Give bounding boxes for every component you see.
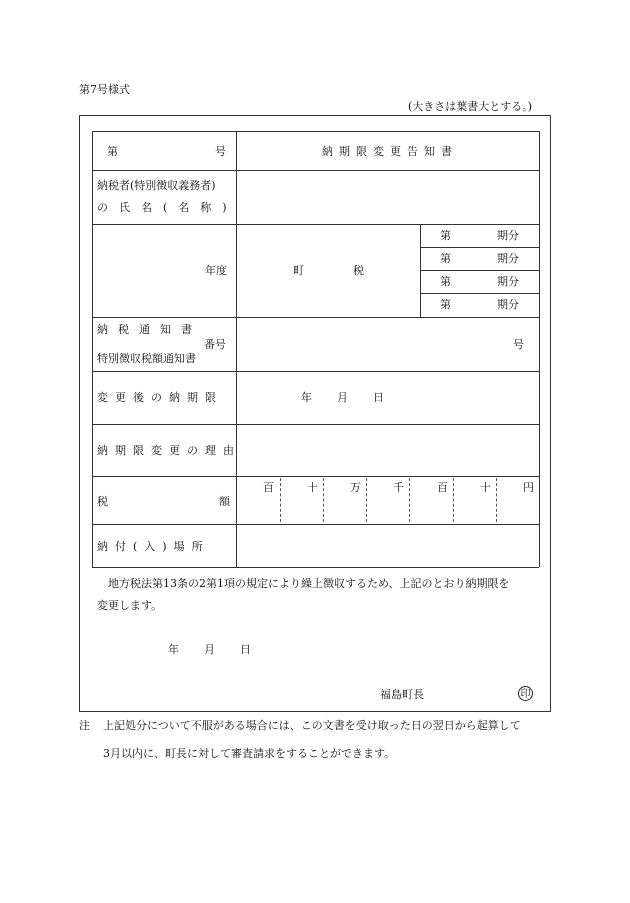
town-tax-right: 税: [353, 264, 364, 277]
seal-stamp: 印: [518, 686, 533, 701]
period-2-prefix: 第: [440, 252, 451, 265]
unit-yen: 円: [523, 481, 534, 494]
taxpayer-label-line1: 納税者(特別徴収義務者): [97, 179, 216, 192]
taxpayer-label-line2: の氏名(名称): [97, 201, 238, 214]
tax-year-label: 年度: [205, 264, 227, 277]
note-line1: 上記処分について不服がある場合には、この文書を受け取った日の翌日から起算して: [103, 719, 521, 732]
notice-number-suffix: 号: [513, 338, 524, 351]
note-line2: 3月以内に、町長に対して審査請求をすることができます。: [103, 747, 396, 760]
period-4-prefix: 第: [440, 298, 451, 311]
unit-hyaku-man: 百: [263, 481, 274, 494]
unit-sen: 千: [393, 481, 404, 494]
unit-hyaku: 百: [437, 481, 448, 494]
period-2-suffix: 期分: [497, 252, 519, 265]
amount-label-left: 税: [97, 495, 108, 508]
period-4-suffix: 期分: [497, 298, 519, 311]
note-label: 注: [79, 719, 90, 732]
notice-title: [322, 145, 458, 158]
new-deadline-label: 変更後の納期限: [97, 391, 223, 404]
unit-man: 万: [350, 481, 361, 494]
period-1-prefix: 第: [440, 229, 451, 242]
deadline-day: 日: [373, 391, 384, 404]
number-label-left: 第: [107, 145, 118, 158]
period-3-prefix: 第: [440, 275, 451, 288]
unit-juu: 十: [480, 481, 491, 494]
date-month: 月: [204, 643, 215, 656]
period-1-suffix: 期分: [497, 229, 519, 242]
notice-label-line3: 特別徴収税額通知書: [97, 352, 196, 365]
number-label-right: 号: [215, 145, 226, 158]
statement-line1: 地方税法第13条の2第1項の規定により繰上徴収するため、上記のとおり納期限を: [108, 577, 510, 590]
period-3-suffix: 期分: [497, 275, 519, 288]
deadline-month: 月: [337, 391, 348, 404]
town-tax-left: 町: [293, 264, 304, 277]
deadline-year: 年: [301, 391, 312, 404]
unit-juu-man: 十: [307, 481, 318, 494]
size-note: (大きさは葉書大とする。): [408, 100, 533, 113]
form-number: 第7号様式: [79, 83, 130, 96]
issuer-name: 福島町長: [380, 688, 424, 701]
payment-place-label: 納付(入)場所: [97, 540, 210, 553]
amount-label-right: 額: [219, 495, 230, 508]
reason-label: 納期限変更の理由: [97, 444, 241, 457]
notice-label-line1: 納税通知書: [97, 323, 202, 336]
statement-line2: 変更します。: [97, 599, 163, 612]
date-year: 年: [168, 643, 179, 656]
notice-title-text: 納期限変更告知書: [322, 145, 458, 158]
notice-label-line2: 番号: [204, 338, 226, 351]
date-day: 日: [240, 643, 251, 656]
